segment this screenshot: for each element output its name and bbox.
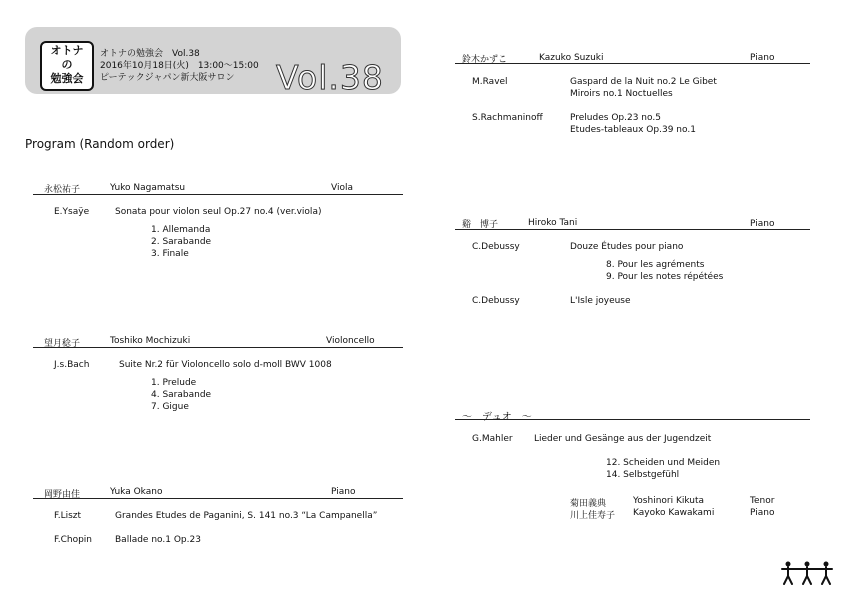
performer-instrument: Viola: [331, 183, 353, 193]
work-title: Preludes Op.23 no.5: [570, 113, 661, 123]
movement: 8. Pour les agréments: [606, 260, 705, 270]
composer: M.Ravel: [472, 77, 508, 87]
composer: F.Liszt: [54, 511, 82, 521]
performer-name-en: Hiroko Tani: [528, 218, 578, 228]
divider: [455, 229, 810, 230]
composer: S.Rachmaninoff: [472, 113, 543, 123]
movement: 9. Pour les notes répétées: [606, 272, 724, 282]
divider: [33, 194, 403, 195]
work-title: Suite Nr.2 für Violoncello solo d-moll BWV 1008: [119, 360, 332, 370]
movement: 12. Scheiden und Meiden: [606, 458, 721, 468]
performer-name-jp: 望月稔子: [44, 339, 81, 349]
work-title: Grandes Etudes de Paganini, S. 141 no.3 “La Campanella”: [115, 511, 378, 521]
work-title: Lieder und Gesänge aus der Jugendzeit: [534, 434, 712, 444]
performer-name-en: Yuka Okano: [110, 487, 163, 497]
performer-name-jp: 川上佳寿子: [570, 511, 616, 521]
composer: G.Mahler: [472, 434, 513, 444]
performer-name-jp: 谿 博子: [462, 220, 499, 230]
divider: [455, 419, 810, 420]
movement: 1. Allemanda: [151, 225, 211, 235]
composer: E.Ysaÿe: [54, 207, 90, 217]
three-people-icon: [780, 561, 834, 585]
composer: C.Debussy: [472, 242, 520, 252]
event-title: オトナの勉強会 Vol.38: [100, 49, 200, 59]
work-title: Miroirs no.1 Noctuelles: [570, 89, 673, 99]
performer-part: Piano: [750, 508, 775, 518]
divider: [455, 63, 810, 64]
event-date: 2016年10月18日(火) 13:00～15:00: [100, 61, 259, 71]
movement: 1. Prelude: [151, 378, 197, 388]
performer-instrument: Violoncello: [326, 336, 375, 346]
performer-instrument: Piano: [750, 219, 775, 229]
performer-part: Tenor: [750, 496, 775, 506]
composer: C.Debussy: [472, 296, 520, 306]
movement: 2. Sarabande: [151, 237, 212, 247]
work-title: Gaspard de la Nuit no.2 Le Gibet: [570, 77, 717, 87]
performer-instrument: Piano: [331, 487, 356, 497]
event-venue: ピーテックジャパン新大阪サロン: [100, 73, 235, 83]
volume-number: Vol.38: [276, 58, 384, 97]
program-heading: Program (Random order): [25, 137, 175, 151]
performer-name-jp: 永松祐子: [44, 185, 81, 195]
performer-name-jp: 菊田義典: [570, 499, 607, 509]
performer-name-jp: 岡野由佳: [44, 490, 81, 500]
performer-name-jp: 鈴木かずこ: [462, 55, 508, 65]
performer-instrument: Piano: [750, 53, 775, 63]
logo: オトナ の 勉強会: [40, 41, 94, 91]
divider: [33, 347, 403, 348]
work-title: Douze Études pour piano: [570, 242, 684, 252]
performer-name-en: Kayoko Kawakami: [633, 508, 715, 518]
composer: J.s.Bach: [54, 360, 90, 370]
work-title: Ballade no.1 Op.23: [115, 535, 201, 545]
performer-name-en: Yoshinori Kikuta: [633, 496, 705, 506]
composer: F.Chopin: [54, 535, 93, 545]
movement: 4. Sarabande: [151, 390, 212, 400]
movement: 7. Gigue: [151, 402, 189, 412]
movement: 3. Finale: [151, 249, 189, 259]
movement: 14. Selbstgefühl: [606, 470, 680, 480]
work-title: L'Isle joyeuse: [570, 296, 631, 306]
work-title: Sonata pour violon seul Op.27 no.4 (ver.viola): [115, 207, 322, 217]
performer-name-en: Kazuko Suzuki: [539, 53, 604, 63]
work-title: Etudes-tableaux Op.39 no.1: [570, 125, 696, 135]
performer-name-en: Yuko Nagamatsu: [110, 183, 186, 193]
performer-name-en: Toshiko Mochizuki: [110, 336, 191, 346]
duo-title: ～ デュオ ～: [462, 412, 532, 423]
divider: [33, 498, 403, 499]
